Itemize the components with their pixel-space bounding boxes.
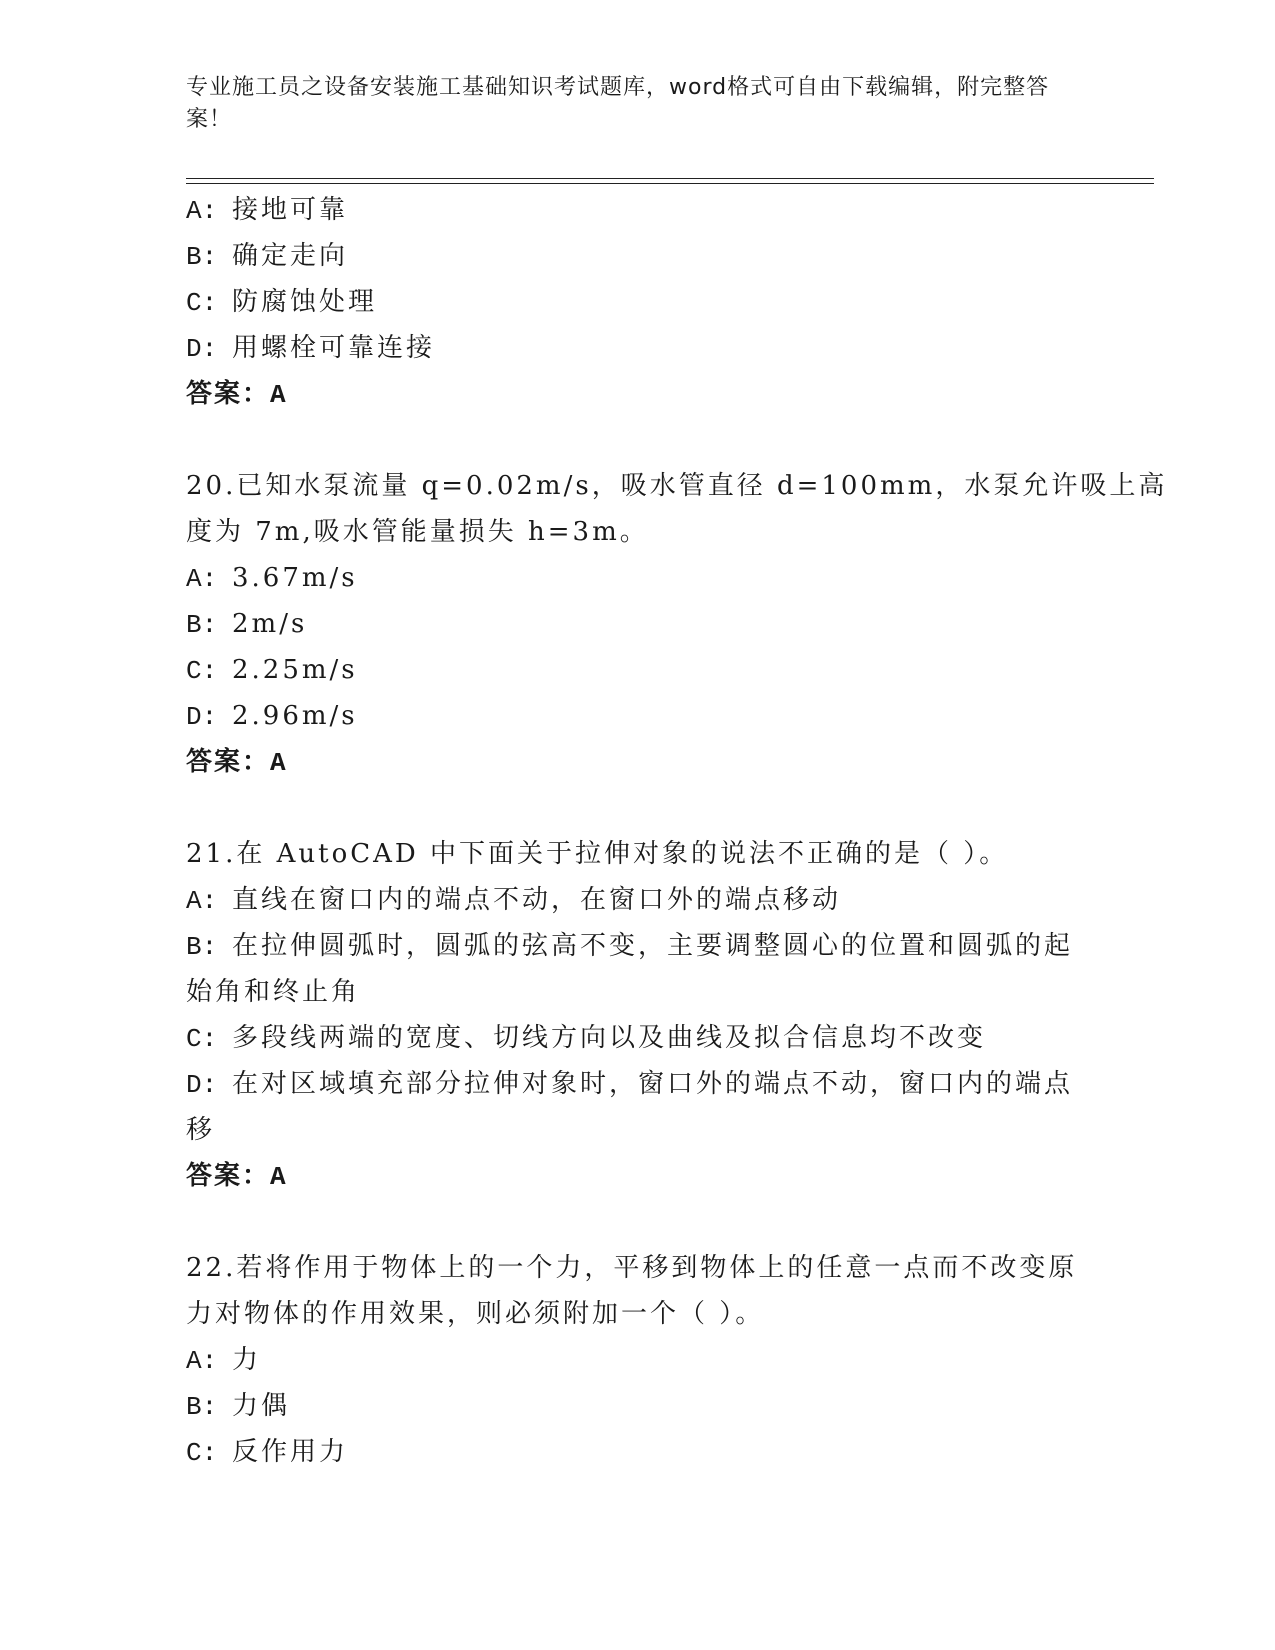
question-22-line-2: 力对物体的作用效果，则必须附加一个（ ）。 — [186, 1299, 765, 1329]
answer-value: A — [270, 748, 288, 778]
option-letter: A: — [186, 564, 218, 594]
question-21-line-1: 21.在 AutoCAD 中下面关于拉伸对象的说法不正确的是（ ）。 — [186, 839, 1009, 869]
option-text: 防腐蚀处理 — [232, 287, 378, 317]
question-22-line-1: 22.若将作用于物体上的一个力，平移到物体上的任意一点而不改变原 — [186, 1253, 1078, 1283]
option-letter: C: — [186, 288, 218, 318]
option-text: 用螺栓可靠连接 — [232, 333, 436, 363]
answer-label: 答案： — [186, 1161, 271, 1191]
option-c — [186, 1015, 1086, 1061]
option-a — [186, 877, 1086, 923]
question-20-line-1: 20.已知水泵流量 q=0.02m/s，吸水管直径 d=100mm，水泵允许吸上高 — [186, 471, 1168, 501]
question-20-line-2: 度为 7m,吸水管能量损失 h=3m。 — [186, 517, 649, 547]
option-text: 2.96m/s — [232, 701, 358, 731]
answer-label: 答案： — [186, 379, 271, 409]
spacer — [186, 785, 1086, 831]
option-text: 反作用力 — [232, 1437, 349, 1467]
option-letter: D: — [186, 334, 218, 364]
option-letter: A: — [186, 886, 218, 916]
option-letter: D: — [186, 702, 218, 732]
option-d — [186, 325, 1086, 371]
answer-label: 答案： — [186, 747, 271, 777]
option-a — [186, 1337, 1086, 1383]
answer-line — [186, 1153, 1086, 1199]
option-text: 在拉伸圆弧时，圆弧的弦高不变，主要调整圆心的位置和圆弧的起 — [232, 931, 1074, 961]
document-content — [186, 187, 1168, 1475]
option-d — [186, 693, 1086, 739]
header-rule-top — [186, 178, 1154, 179]
answer-value: A — [270, 380, 288, 410]
option-letter: D: — [186, 1070, 218, 1100]
spacer — [186, 417, 1086, 463]
option-letter: B: — [186, 932, 218, 962]
option-a — [186, 555, 1086, 601]
option-a — [186, 187, 1086, 233]
option-d-continuation: 移 — [186, 1115, 216, 1145]
option-text: 2m/s — [232, 609, 308, 639]
option-letter: B: — [186, 242, 218, 272]
option-text: 力 — [232, 1345, 262, 1375]
option-letter: A: — [186, 1346, 218, 1376]
option-text: 在对区域填充部分拉伸对象时，窗口外的端点不动，窗口内的端点 — [232, 1069, 1074, 1099]
option-text: 确定走向 — [232, 241, 349, 271]
option-letter: A: — [186, 196, 218, 226]
option-letter: C: — [186, 1438, 218, 1468]
option-text: 接地可靠 — [232, 195, 349, 225]
document-header: 专业施工员之设备安装施工基础知识考试题库，word格式可自由下载编辑，附完整答案！ — [186, 75, 1050, 132]
option-letter: C: — [186, 1024, 218, 1054]
option-c — [186, 279, 1086, 325]
header-rule-bottom — [186, 183, 1154, 184]
option-d — [186, 1061, 1086, 1107]
option-b-continuation: 始角和终止角 — [186, 977, 361, 1007]
spacer — [186, 1199, 1086, 1245]
option-text: 直线在窗口内的端点不动，在窗口外的端点移动 — [232, 885, 842, 915]
answer-line — [186, 371, 1086, 417]
answer-line — [186, 739, 1086, 785]
option-text: 3.67m/s — [232, 563, 358, 593]
answer-value: A — [270, 1162, 288, 1192]
option-b — [186, 601, 1086, 647]
option-c — [186, 647, 1086, 693]
option-b — [186, 1383, 1086, 1429]
option-letter: B: — [186, 610, 218, 640]
option-letter: B: — [186, 1392, 218, 1422]
option-text: 力偶 — [232, 1391, 291, 1421]
option-c — [186, 1429, 1086, 1475]
option-text: 多段线两端的宽度、切线方向以及曲线及拟合信息均不改变 — [232, 1023, 987, 1053]
option-b — [186, 233, 1086, 279]
option-letter: C: — [186, 656, 218, 686]
option-b — [186, 923, 1086, 969]
option-text: 2.25m/s — [232, 655, 358, 685]
